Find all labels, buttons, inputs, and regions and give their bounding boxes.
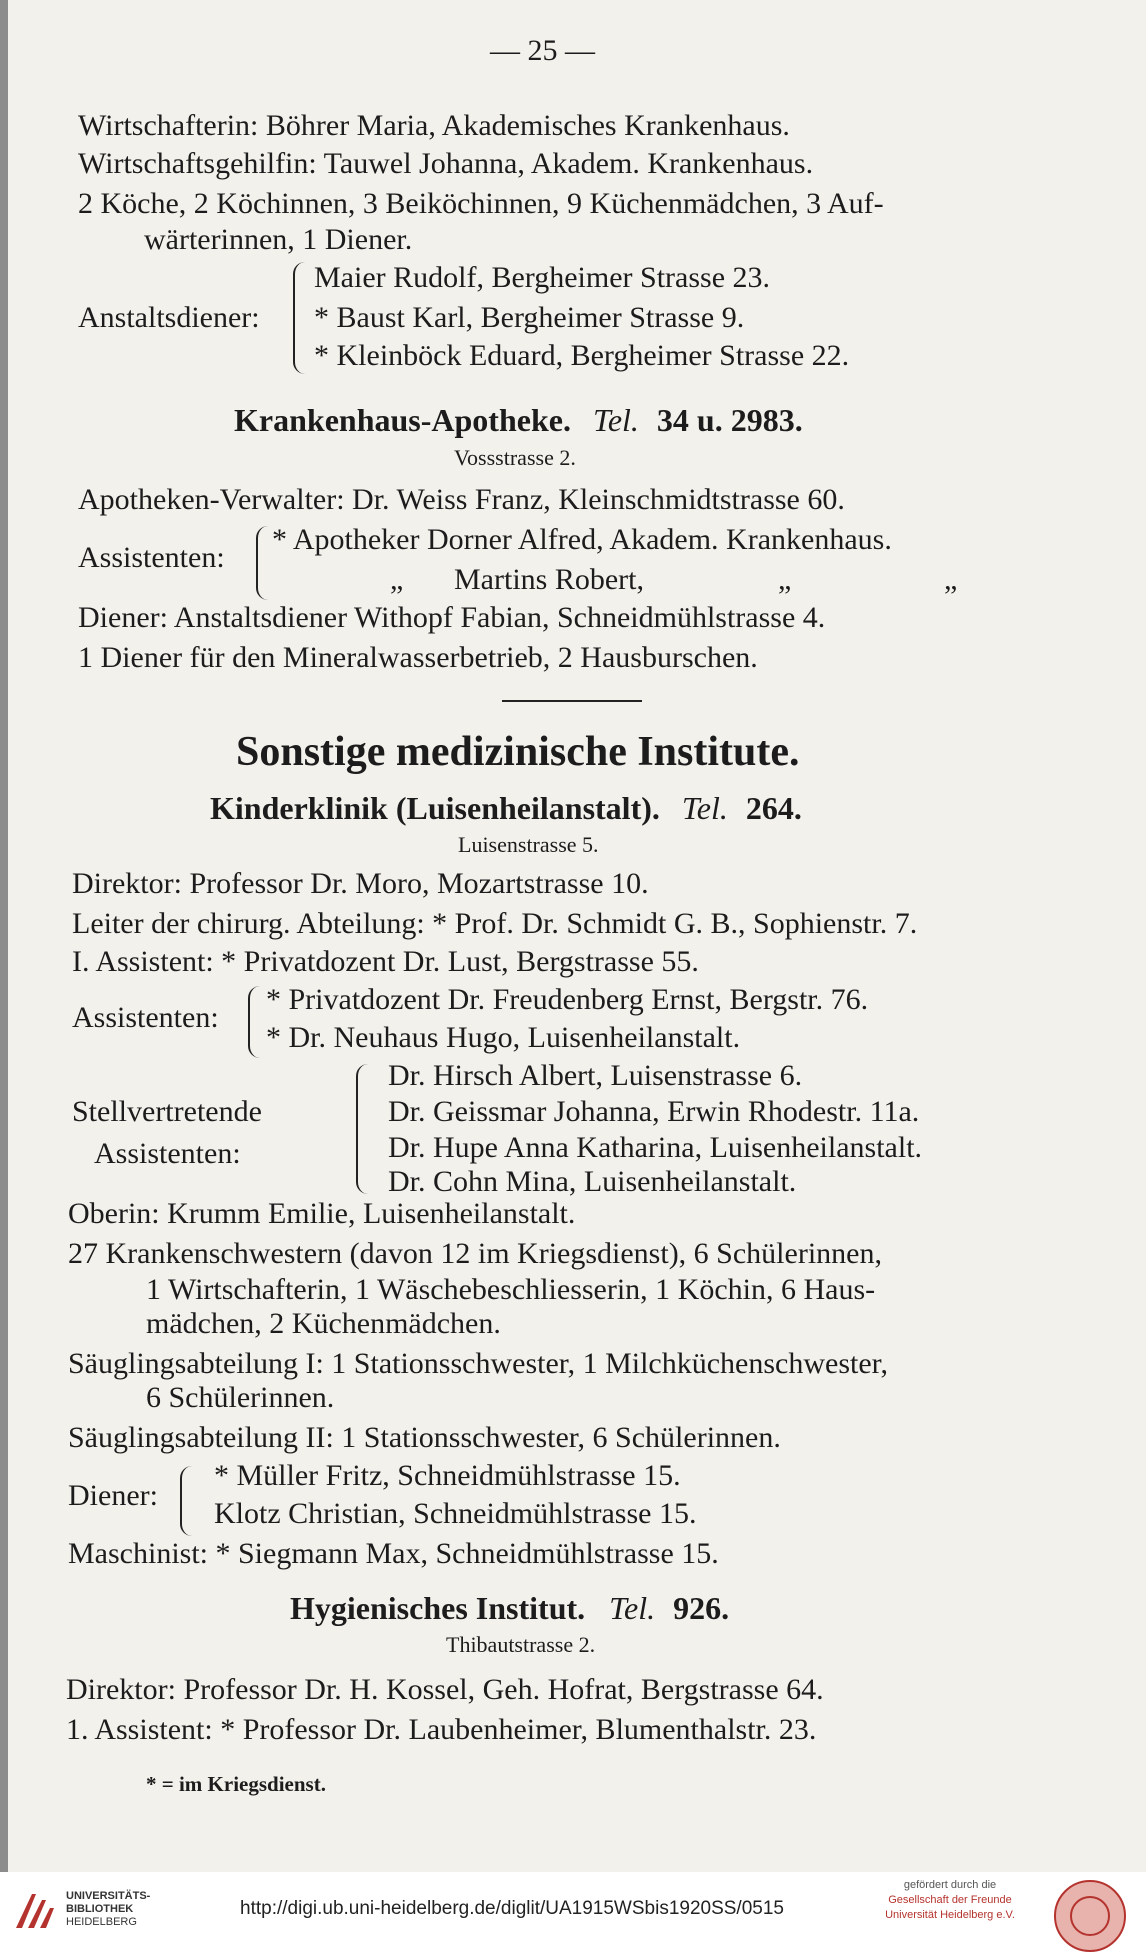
text-line: * Privatdozent Dr. Freudenberg Ernst, Bergstr. 76. xyxy=(266,983,869,1016)
text-line: 6 Schülerinnen. xyxy=(146,1381,335,1414)
text-line: * Müller Fritz, Schneidmühlstrasse 15. xyxy=(214,1459,681,1492)
text-line: Dr. Cohn Mina, Luisenheilanstalt. xyxy=(388,1165,797,1198)
text-line: wärterinnen, 1 Diener. xyxy=(144,223,413,256)
ditto-mark: „ xyxy=(778,563,792,596)
source-url[interactable]: http://digi.ub.uni-heidelberg.de/diglit/UA1915WSbis1920SS/0515 xyxy=(240,1898,784,1919)
address: Vossstrasse 2. xyxy=(454,445,576,470)
text-line: 1 Diener für den Mineralwasserbetrieb, 2 Hausburschen. xyxy=(78,641,758,674)
text-line: 1. Assistent: * Professor Dr. Laubenheimer, Blumenthalstr. 23. xyxy=(66,1713,817,1746)
text-line: Maier Rudolf, Bergheimer Strasse 23. xyxy=(314,261,771,294)
text-line: Diener: Anstaltsdiener Withopf Fabian, Schneidmühlstrasse 4. xyxy=(78,601,826,634)
text-line: * Baust Karl, Bergheimer Strasse 9. xyxy=(314,301,745,334)
text-line: Oberin: Krumm Emilie, Luisenheilanstalt. xyxy=(68,1197,576,1230)
brace xyxy=(256,526,268,600)
sponsor-credit: gefördert durch die Gesellschaft der Freunde Universität Heidelberg e.V. xyxy=(885,1879,1015,1921)
text-line: 2 Köche, 2 Köchinnen, 3 Beiköchinnen, 9 Küchenmädchen, 3 Auf- xyxy=(78,187,884,220)
section-heading: Krankenhaus-Apotheke. Tel. 34 u. 2983. xyxy=(234,402,803,438)
section-heading: Hygienisches Institut. Tel. 926. xyxy=(290,1590,730,1626)
group-label: Anstaltsdiener: xyxy=(78,301,260,334)
text-line: Dr. Hirsch Albert, Luisenstrasse 6. xyxy=(388,1059,803,1092)
section-title: Sonstige medizinische Institute. xyxy=(236,729,800,775)
text-line: I. Assistent: * Privatdozent Dr. Lust, Bergstrasse 55. xyxy=(72,945,699,978)
text-line: 1 Wirtschafterin, 1 Wäschebeschliesserin, 1 Köchin, 6 Haus- xyxy=(146,1273,876,1306)
text-line: mädchen, 2 Küchenmädchen. xyxy=(146,1307,501,1340)
address: Thibautstrasse 2. xyxy=(446,1632,596,1657)
address: Luisenstrasse 5. xyxy=(458,832,599,857)
text-line: Direktor: Professor Dr. H. Kossel, Geh. Hofrat, Bergstrasse 64. xyxy=(66,1673,824,1706)
brace xyxy=(293,262,307,374)
text-line: Leiter der chirurg. Abteilung: * Prof. Dr. Schmidt G. B., Sophienstr. 7. xyxy=(72,907,918,940)
text-line: Apotheken-Verwalter: Dr. Weiss Franz, Kleinschmidtstrasse 60. xyxy=(78,483,845,516)
text-line: Säuglingsabteilung II: 1 Stationsschwester, 6 Schülerinnen. xyxy=(68,1421,781,1454)
university-seal-icon xyxy=(1054,1880,1126,1952)
brace xyxy=(248,986,260,1058)
brace xyxy=(180,1466,192,1536)
library-name: UNIVERSITÄTS- BIBLIOTHEK HEIDELBERG xyxy=(66,1890,151,1928)
group-label: Diener: xyxy=(68,1479,158,1512)
library-logo-icon xyxy=(12,1890,56,1934)
text-line: Säuglingsabteilung I: 1 Stationsschwester, 1 Milchküchenschwester, xyxy=(68,1347,888,1380)
text-line: Maschinist: * Siegmann Max, Schneidmühlstrasse 15. xyxy=(68,1537,719,1570)
brace xyxy=(356,1064,370,1194)
text-line: 27 Krankenschwestern (davon 12 im Kriegsdienst), 6 Schülerinnen, xyxy=(68,1237,882,1270)
ditto-mark: „ xyxy=(944,563,958,596)
text-line: Dr. Geissmar Johanna, Erwin Rhodestr. 11a. xyxy=(388,1095,920,1128)
section-heading: Kinderklinik (Luisenheilanstalt). Tel. 264. xyxy=(210,790,802,826)
separator-rule xyxy=(502,700,642,702)
group-label: Assistenten: xyxy=(78,541,225,574)
page-number: — 25 — xyxy=(490,34,595,67)
text-line: Klotz Christian, Schneidmühlstrasse 15. xyxy=(214,1497,697,1530)
footnote: * = im Kriegsdienst. xyxy=(146,1772,326,1796)
group-label: Assistenten: xyxy=(94,1137,241,1170)
text-line: * Kleinböck Eduard, Bergheimer Strasse 22. xyxy=(314,339,850,372)
text-line: * Dr. Neuhaus Hugo, Luisenheilanstalt. xyxy=(266,1021,741,1054)
text-line: Wirtschafterin: Böhrer Maria, Akademisches Krankenhaus. xyxy=(78,109,790,142)
ditto-mark: „ xyxy=(390,563,404,596)
text-line: Martins Robert, xyxy=(454,563,644,596)
text-line: Direktor: Professor Dr. Moro, Mozartstrasse 10. xyxy=(72,867,649,900)
text-line: * Apotheker Dorner Alfred, Akadem. Krankenhaus. xyxy=(272,523,892,556)
digitization-footer xyxy=(0,1872,1146,1952)
text-line: Wirtschaftsgehilfin: Tauwel Johanna, Akadem. Krankenhaus. xyxy=(78,147,814,180)
text-line: Dr. Hupe Anna Katharina, Luisenheilanstalt. xyxy=(388,1131,923,1164)
group-label: Stellvertretende xyxy=(72,1095,262,1128)
group-label: Assistenten: xyxy=(72,1001,219,1034)
